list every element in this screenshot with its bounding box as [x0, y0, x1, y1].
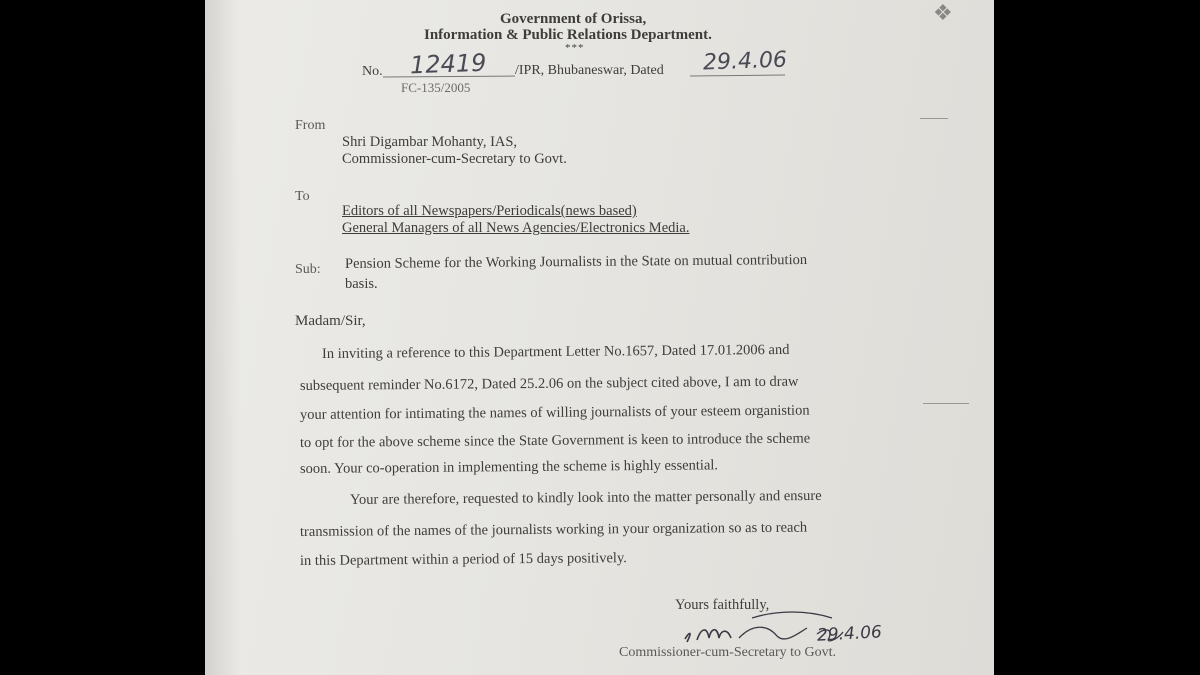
paragraph1-line-5: soon. Your co-operation in implementing the scheme is highly essential.: [299, 457, 719, 477]
signature-date-handwritten: 29.4.06: [816, 622, 883, 646]
reference-date-handwritten: 29.4.06: [702, 47, 788, 76]
letter-page: [205, 0, 994, 675]
from-label: From: [295, 118, 326, 133]
paragraph1-line-1: In inviting a reference to this Department Letter No.1657, Dated 17.01.2006 and: [321, 341, 790, 362]
header-stars: ***: [565, 42, 585, 54]
salutation: Madam/Sir,: [295, 313, 366, 329]
header-government: Government of Orissa,: [500, 11, 647, 27]
yours-faithfully: Yours faithfully,: [675, 597, 770, 613]
subject-line-2: basis.: [345, 276, 378, 292]
paragraph1-line-4: to opt for the above scheme since the State Government is keen to introduce the scheme: [299, 430, 811, 451]
subject-line-1: Pension Scheme for the Working Journalists in the State on mutual contribution: [344, 251, 808, 272]
edge-mark-2: [923, 403, 969, 404]
to-line-1: Editors of all Newspapers/Periodicals(news based): [342, 203, 637, 219]
to-label: To: [295, 189, 310, 204]
from-designation: Commissioner-cum-Secretary to Govt.: [342, 151, 567, 167]
closing-designation: Commissioner-cum-Secretary to Govt.: [619, 645, 837, 660]
header-department: Information & Public Relations Department.: [424, 27, 712, 43]
corner-mark: ❖: [933, 0, 953, 25]
from-name: Shri Digambar Mohanty, IAS,: [342, 134, 518, 150]
reference-ipr-text: /IPR, Bhubaneswar, Dated: [515, 63, 664, 78]
reference-number-handwritten: 12419: [409, 48, 487, 80]
paragraph1-line-2: subsequent reminder No.6172, Dated 25.2.06 on the subject cited above, I am to draw: [299, 373, 799, 394]
paragraph1-line-3: your attention for intimating the names of willing journalists of your esteem organistion: [299, 402, 810, 423]
reference-no-label: No.: [362, 64, 383, 79]
reference-date-underline: [690, 75, 785, 77]
paragraph2-line-1: Your are therefore, requested to kindly look into the matter personally and ensure: [349, 487, 822, 508]
paragraph2-line-3: in this Department within a period of 15 days positively.: [299, 550, 627, 569]
subject-label: Sub:: [295, 262, 321, 277]
page-shadow: [205, 0, 240, 675]
to-line-2: General Managers of all News Agencies/Electronics Media.: [342, 220, 690, 236]
paragraph2-line-2: transmission of the names of the journalists working in your organization so as to reach: [299, 519, 808, 540]
reference-file-number: FC-135/2005: [401, 80, 471, 95]
edge-mark-1: [920, 118, 948, 119]
